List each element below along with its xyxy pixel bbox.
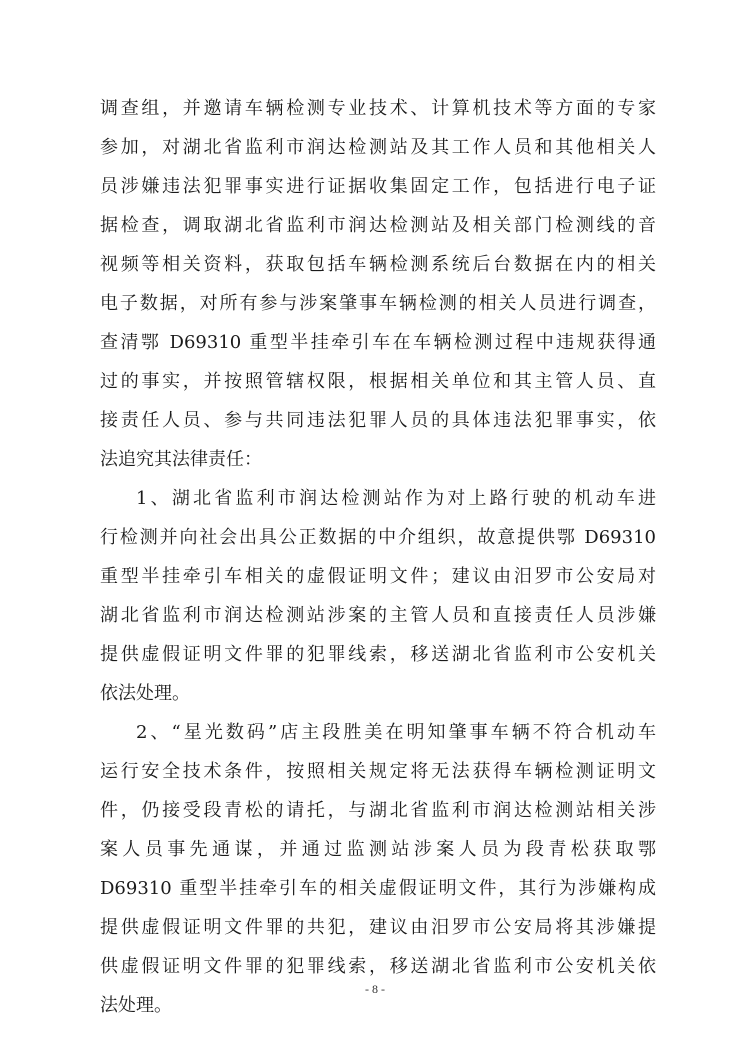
- item-2-first-line: 2、“星光数码”店主段胜美在明知肇事车辆不符合机动车: [136, 722, 656, 743]
- body-text-line: D69310 重型半挂牵引车的相关虚假证明文件，其行为涉嫌构成: [100, 878, 656, 899]
- body-text-line: 电子数据，对所有参与涉案肇事车辆检测的相关人员进行调查，: [100, 293, 656, 314]
- body-text-line: 法处理。: [100, 995, 172, 1016]
- body-text-line: 接责任人员、参与共同违法犯罪人员的具体违法犯罪事实，依: [100, 410, 656, 431]
- body-text-line: 参加，对湖北省监利市润达检测站及其工作人员和其他相关人: [100, 137, 656, 158]
- body-text-line: 案人员事先通谋，并通过监测站涉案人员为段青松获取鄂: [100, 839, 656, 860]
- body-text-line: 重型半挂牵引车相关的虚假证明文件；建议由汨罗市公安局对: [100, 566, 656, 587]
- body-text-line: 行检测并向社会出具公正数据的中介组织，故意提供鄂 D69310: [100, 527, 656, 548]
- body-text-line: 提供虚假证明文件罪的共犯，建议由汨罗市公安局将其涉嫌提: [100, 917, 656, 938]
- body-text-line: 查清鄂 D69310 重型半挂牵引车在车辆检测过程中违规获得通: [100, 332, 656, 353]
- body-text-line: 过的事实，并按照管辖权限，根据相关单位和其主管人员、直: [100, 371, 656, 392]
- body-text-line: 运行安全技术条件，按照相关规定将无法获得车辆检测证明文: [100, 761, 656, 782]
- body-text-line: 提供虚假证明文件罪的犯罪线索，移送湖北省监利市公安机关: [100, 644, 656, 665]
- body-text-line: 员涉嫌违法犯罪事实进行证据收集固定工作，包括进行电子证: [100, 176, 656, 197]
- body-text-line: 视频等相关资料，获取包括车辆检测系统后台数据在内的相关: [100, 254, 656, 275]
- body-text-line: 依法处理。: [100, 683, 190, 704]
- body-text-line: 供虚假证明文件罪的犯罪线索，移送湖北省监利市公安机关依: [100, 956, 656, 977]
- body-text-line: 法追究其法律责任：: [100, 449, 262, 470]
- item-1-first-line: 1、湖北省监利市润达检测站作为对上路行驶的机动车进: [136, 488, 656, 509]
- body-text-line: 件，仍接受段青松的请托，与湖北省监利市润达检测站相关涉: [100, 800, 656, 821]
- body-text-line: 据检查，调取湖北省监利市润达检测站及相关部门检测线的音: [100, 215, 656, 236]
- body-text-line: 调查组，并邀请车辆检测专业技术、计算机技术等方面的专家: [100, 98, 656, 119]
- body-text-line: 湖北省监利市润达检测站涉案的主管人员和直接责任人员涉嫌: [100, 605, 656, 626]
- page-number: - 8 -: [365, 982, 385, 996]
